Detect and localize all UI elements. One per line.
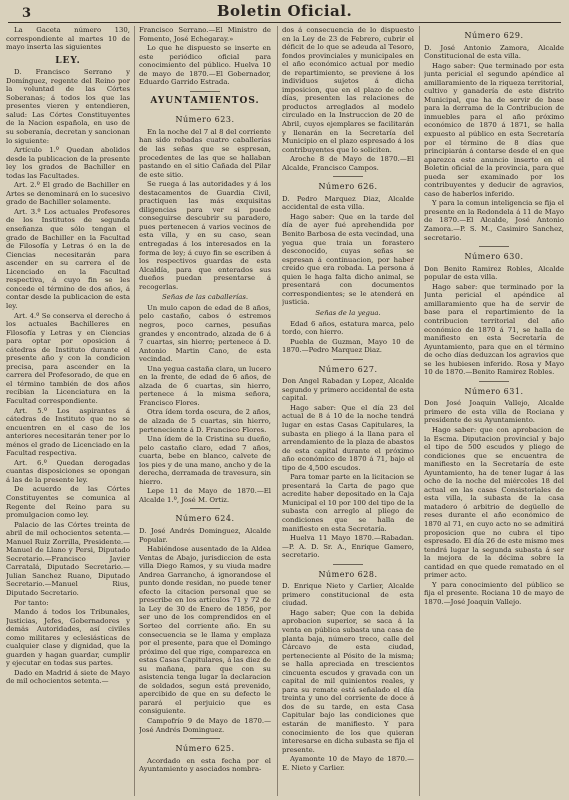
divider — [479, 381, 509, 382]
notice-631-body — [424, 426, 564, 606]
governor-notice: Lo que he dispuesto se inserte en este periódico oficial para conocimiento del público. Huelva 10 de mayo de 1870.—El Gobernador, Eduardo Garrido Estrada. — [139, 44, 271, 87]
notice-number: Número 631. — [464, 386, 524, 396]
notice-625-continued: dos á consecuencia de lo dispuesto en la Ley de 23 de Febrero, cubrir el déficit de lo que se adeuda al Tesoro, fondos provinciales y municipales en el año económico actual por medio de repartimiento, se previene á los individuos sujetos á dicha imposicion, que en el plazo de ocho días, presenten las relaciones de productos arreglados al modelo circulado en la Instruccion de 20 de Abril, cuyos ejemplares se facilitarán y llenarán en la Secretaría del Municipio en el plazo espresado á los contribuyentes que lo soliciten. — [282, 26, 414, 154]
notice-628-body — [282, 609, 414, 772]
notice-number: Número 626. — [318, 182, 378, 192]
paragraph: Una yegua castaña clara, un lucero en la frente, de edad de 6 años, de alzada de 6 cuartas, sin hierro, pertenece á la misma señora, Francisco Flores. — [139, 364, 271, 407]
paragraph: Art. 4.º Se conserva el derecho á los actuales Bachilleres en Filosofía y Letras y en Ciencias para optar por oposicion á cátedras de Instituto durante el presente año y con la condicion precisa, para ascender en la carrera del Profesorado, de que en el término también de dos años recibian la Licenciatura en la Facultad correspondiente. — [6, 311, 130, 405]
paragraph: Puebla de Guzman, Mayo 10 de 1870.—Pedro Marquez Diaz. — [282, 337, 414, 355]
paragraph: De acuerdo de las Córtes Constituyentes se comunica al Regente del Reino para su promulgacion como ley. — [6, 485, 130, 520]
paragraph: D. Francisco Serrano y Domínguez, regente del Reino por la voluntad de las Córtes Soberanas; á todos los que las presentes vieren y entendieren, salud: Las Córtes Constituyentes de la Nacion española, en uso de su soberanía, decretan y sancionan lo siguiente: — [6, 68, 130, 145]
divider — [479, 246, 509, 247]
divider — [190, 91, 220, 92]
column-1 — [6, 26, 130, 796]
paragraph: Un mulo capon de edad de 8 años, pelo castaño, cabos ó estremos negros, poco carnes, pesuñas grandes y encontrado, alzada de 6 á 7 cuartas, sin hierro; pertenece á D. Antonio Martin Cano, de esta vecindad. — [139, 303, 271, 364]
notice-623-details — [139, 304, 271, 505]
divider — [333, 564, 363, 565]
paragraph: Huelva 11 Mayo 1870.—Rabadan.—P. A. D. Sr. A., Enrique Gamero, secretario. — [282, 534, 414, 560]
paragraph: Mando á todos los Tribunales, Justicias, Jefes, Gobernadores y demás Autoridades, así civiles como militares y eclesiásticas de cualquier clase y dignidad, que la guarden y hagan guardar, cumplir y ejecutar en todas sus partes. — [6, 608, 130, 668]
notice-number: Número 629. — [464, 31, 524, 40]
paragraph: Otra ídem torda oscura, de 2 años, de alzada de 5 cuartas, sin hierro, perteneciente á D. Francisco Flores. — [139, 408, 271, 434]
paragraph: Art. 6.º Quedan derogadas cuantas disposiciones se opongan á las de la presente ley. — [6, 458, 130, 484]
notice-629-body — [424, 62, 564, 242]
paragraph: En la noche del 7 al 8 del corriente han sido robadas cuatro caballerías de las señas que se espresan, procedentes de las que se hallaban pastando en el sitio Cañada del Pilar de este sitio. — [139, 127, 271, 179]
notice-subheading: Señas de las caballerías. — [161, 293, 249, 302]
notice-number: Número 623. — [175, 115, 235, 125]
paragraph: Y para la comun inteligencia se fija el presente en la Redondela á 11 de Mayo de 1870.—El Alcalde, José Antonio Zamora.—P. S. M., Casimiro Sanchez, secretario. — [424, 199, 564, 242]
column-3 — [282, 26, 414, 796]
page-number: 3 — [22, 6, 32, 21]
gaceta-intro: La Gaceta número 130, correspondiente al martes 10 de mayo inserta las siguientes — [6, 26, 130, 52]
notice-626-head: D. Pedro Marquez Diaz, Alcalde accidental de esta villa. — [282, 194, 414, 212]
notice-626-details — [282, 320, 414, 355]
header-rule — [8, 22, 561, 23]
notice-629-head: D. José Antonio Zamora, Alcalde Constitucional de esta villa. — [424, 43, 564, 61]
paragraph: Lepe 11 de Mayo de 1870.—El Alcalde 1.º, José M. Ortiz. — [139, 487, 271, 504]
notice-625-body: Acordado en esta fecha por el Ayuntamiento y asociados nombra- — [139, 756, 271, 774]
notice-631-head: Don José Joaquin Vallejo, Alcalde primero de esta villa de Rociana y presidente de su Ayuntamiento. — [424, 399, 564, 425]
notice-number: Número 627. — [318, 364, 378, 374]
paragraph: Art. 2.º El grado de Bachiller en Artes se denominará en lo sucesivo grado de Bachiller solamente. — [6, 181, 130, 207]
divider — [190, 508, 220, 509]
section-heading: AYUNTAMIENTOS. — [150, 95, 260, 106]
paragraph: Hago saber: que con aprobacion de la Escma. Diputacion provincial y bajo el tipo de 500 escudos y pliego de condiciones que se encuentra de manifiesto en la Secretaría de este Ayuntamiento, ha de tener lugar á las ocho de la noche del miércoles 18 del actual en las casas Consistoriales de esta villa, la subasta de la casa matadero ó arbitrio de degüello de reses durante el año económico de 1870 al 71, en cuyo acto no se admitirá proposicion que no cubra el tipo espresado. El día 26 de este mismo mes tendrá lugar la segunda subasta á ser la mejora de la décima sobre la cantidad en que quede rematado en el primer acto. — [424, 425, 564, 580]
paragraph: Artículo 1.º Quedan abolidos desde la publicacion de la presente ley los grados de Bachiller en todas las Facultades. — [6, 146, 130, 180]
column-divider — [134, 26, 135, 796]
notice-subheading: Señas de la yegua. — [315, 308, 381, 317]
notice-626-body — [282, 213, 414, 307]
column-2 — [139, 26, 271, 796]
divider — [333, 176, 363, 177]
paragraph: Hago saber; Que con la debida aprobacion superior, se saca á la venta en pública subasta una casa de planta baja, número treco, calle del Cárcavo de esta ciudad, perteneciente al Pósito de la misma; se halla apreciada en trescientos cincuenta escudos y gravada con un capital de mil quinientos reales, y para su remate está señalado el día treinta y uno del corriente de doce á dos de su tarde, en esta Casa Capitular bajo las condiciones que estarán de manifiesto. Y para conocimiento de los que quieran interesarse en dicha subasta se fija el presente. — [282, 608, 414, 754]
divider — [190, 109, 220, 110]
notice-628-head: D. Enrique Nieto y Carlier, Alcalde primero constitucional de esta ciudad. — [282, 582, 414, 608]
paragraph: Palacio de las Córtes treinta de abril de mil ochocientos setenta.—Manuel Ruiz Zorrilla, Presidente.—Manuel de Llano y Persi, Diputado Secretario.—Francisco Javier Carratalá, Diputado Secretario.—Julian Sanchez Ruano, Diputado Secretario.—Manuel Rius, Diputado Secretario. — [6, 520, 130, 597]
paragraph: Art. 3.º Los actuales Profesores de los Institutos de segunda enseñanza que sólo tengan el grado de Bachiller en la Facultad de Filosofía y Letras ó en la de Ciencias necesitarán para ascender en su carrera el de Licenciado en la Facultad respectiva, á cuyo fin se les concede el término de dos años, á contar desde la publicacion de esta ley. — [6, 207, 130, 310]
paragraph: Hago saber: Que en la tarde del día de ayer fué aprehendida por Benito Barbosa de esta vecindad, una yegua que traia un forastero desconocido, cuyas señas se espresan á continuacion, por haber creido que era robada. La persona á quien le haga falta dicho animal, se presentará con documentos correspondientes; se le atenderá en justicia. — [282, 212, 414, 307]
paragraph: Y para conocimiento del público se fija el presente. Rociana 10 de mayo de 1870.—José Joaquin Vallejo. — [424, 580, 564, 606]
notice-627-head: Don Angel Rabadan y Lopez, Alcalde segundo y primero accidental de esta capital. — [282, 377, 414, 403]
paragraph: Dado en Madrid á siete de Mayo de mil ochocientos setenta.— — [6, 668, 130, 686]
notice-630-body — [424, 283, 564, 377]
law-signature: Francisco Serrano.—El Ministro de Fomento, José Echegaray.» — [139, 26, 271, 43]
notice-627-body — [282, 404, 414, 560]
notice-number: Número 630. — [464, 252, 524, 262]
paragraph: Habiéndose ausentado de la Aldea Ventas de Abajo, jurisdiccion de esta villa Diego Ramos, y su viuda madre Andrea Garrancho, á ignorandose el punto donde residan, no puede tener efecto la citacion personal que se prescribe en los artículos 71 y 72 de la Ley de 30 de Enero de 1856, por ser uno de los comprendidos en el Sorteo del corriente año. En su consecuencia se le llama y emplaza por el presente, para que el Domingo próximo del que rige, comparezca en estas Casas Capitulares, á las diez de su mañana, para que con su asistencia tenga lugar la declaracion de soldados, segun está prevenido, apercibido de que en su defecto le parará el perjuicio que es consiguiente. — [139, 545, 271, 716]
notice-623-body — [139, 128, 271, 291]
notice-624-body — [139, 545, 271, 734]
notice-625-signature: Aroche 8 de Mayo de 1870.—El Alcalde, Francisco Campos. — [282, 155, 414, 172]
paragraph: Se ruega á las autoridades y á los destacamentos de Guardia Civil, practiquen las más exquisitas diligencias para ver si puede conseguirse descubrir su paradero, pues pertenecen á varios vecinos de esta villa, y en su caso, sean entregadas á los interesados en la forma de ley; á cuyo fin se escriben á los respectivos guardas de esta Alcaldía, para que enterados sus dueños puedan presentarse á recogerlas. — [139, 180, 271, 291]
paragraph: Ayamonte 10 de Mayo de 1870.—E. Nieto y Carlier. — [282, 755, 414, 772]
notice-630-head: Don Benito Ramirez Robles, Alcalde popular de esta villa. — [424, 264, 564, 282]
paragraph: Para tomar parte en la licitacion se presentará la Carta de pago que acredite haber depositado en la Caja Municipal el 10 por 100 del tipo de la subasta con arreglo al pliego de condiciones que se halla de manifiesto en esta Secretaría. — [282, 473, 414, 533]
paragraph: Por tanto: — [14, 598, 49, 607]
column-divider — [419, 26, 420, 796]
paragraph: Campofrío 9 de Mayo de 1870.—José Andrés Dominguez. — [139, 717, 271, 734]
notice-number: Número 625. — [175, 744, 235, 754]
paragraph: Hago saber: Que terminado por esta junta pericial el segundo apéndice al amillaramiento de la riqueza territorial, cultivo y ganadería de este distrito Municipal, que ha de servir de base para la derrama de la Contribucion de inmuebles para el año próximo económico de 1870 á 1871, se halla expuesto al público en esta Secretaría por el término de 8 días que principiarán á contarse desde el en que aparezca este anuncio inserto en el Boletin oficial de la provincia, para que pueda ser examinado por los contribuyentes y deducir de agravios, caso de haberlos inferido. — [424, 61, 564, 198]
notice-number: Número 628. — [318, 569, 378, 579]
paragraph: Art. 5.º Los aspirantes á cátedras de Instituto que no se encuentren en el caso de los anteriores necesitarán tener por lo ménos el grado de Licenciado en la Facultad respectiva. — [6, 406, 130, 458]
divider — [333, 359, 363, 360]
column-divider — [277, 26, 278, 796]
column-4 — [424, 26, 564, 796]
paragraph: Edad 6 años, estatura marca, pelo tordo, con hierro. — [282, 319, 414, 337]
paragraph: Hago saber: que terminado por la Junta pericial el apéndice al amillaramiento que ha de servir de base para el repartimiento de la contribucion territorial del año económico de 1870 á 71, se halla de manifiesto en esta Secretaría de Ayuntamiento, para que en el término de ocho días deduzcan los agravios que se les hubiesen inferido. Rosa y Mayo 10 de 1870.—Benito Ramirez Robles. — [424, 282, 564, 377]
law-body — [6, 68, 130, 686]
paragraph: Una ídem de la Cristina su dueño, pelo castaño claro, edad 7 años, cuarta, bebe en blanco, calvete de los pies y de una mano, ancho y de la derecha, derramada de travesura, sin hierro. — [139, 435, 271, 486]
divider — [190, 738, 220, 739]
notice-number: Número 624. — [175, 514, 235, 524]
law-heading: LEY. — [55, 55, 81, 66]
notice-624-head: D. José Andrés Dominguez, Alcalde Popular. — [139, 526, 271, 544]
page-title: Boletin Oficial. — [216, 2, 353, 20]
paragraph: Hago saber: Que el día 23 del actual de 8 á 10 de la noche tendrá lugar en estas Casas Capitulares, la subasta en pliego á la llana para el arrendamiento de la plaza de abastos de esta capital durante el próximo año económico de 1870 á 71, bajo el tipo de 4,500 escudos. — [282, 403, 414, 472]
